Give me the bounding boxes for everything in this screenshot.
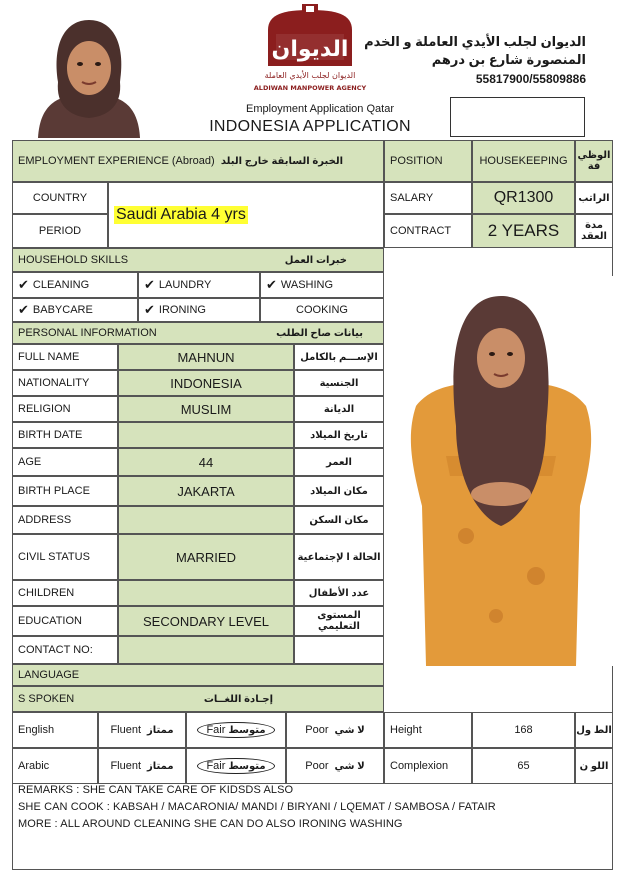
logo-subtitle-ar: الديوان لجلب الأيدي العاملة	[264, 71, 356, 80]
language-poor: Poor لا شي	[286, 748, 384, 784]
salary-label-ar: الراتب	[575, 182, 613, 214]
personal-value	[118, 636, 294, 664]
remarks-line-1: REMARKS : SHE CAN TAKE CARE OF KIDSDS ALSO	[18, 784, 294, 796]
languages-header-line2: S SPOKEN إجـادة اللغــات	[12, 686, 384, 712]
personal-value: MUSLIM	[118, 396, 294, 422]
check-icon: ✔	[144, 302, 155, 317]
personal-value: SECONDARY LEVEL	[118, 606, 294, 636]
agency-name: الديوان لجلب الأيدي العاملة و الخدم	[364, 34, 586, 49]
applicant-photo-full	[386, 276, 616, 666]
personal-label-ar: تاريخ الميلاد	[294, 422, 384, 448]
agency-logo	[253, 4, 367, 96]
personal-label-ar: العمر	[294, 448, 384, 476]
period-label: PERIOD	[12, 214, 108, 248]
personal-value: MARRIED	[118, 534, 294, 580]
agency-logo-icon	[253, 4, 367, 96]
language-name: Arabic	[12, 748, 98, 784]
skill-washing: ✔ WASHING	[260, 272, 384, 298]
language-fair	[186, 748, 286, 784]
contract-label-ar: مدة العقد	[575, 214, 613, 248]
personal-value: MAHNUN	[118, 344, 294, 370]
personal-label: AGE	[12, 448, 118, 476]
agency-address: المنصورة شارع بن درهم	[431, 52, 586, 67]
remarks-line-2: SHE CAN COOK : KABSAH / MACARONIA/ MANDI / BIRYANI / LQEMAT / SAMBOSA / FATAIR	[18, 801, 496, 813]
personal-label: CHILDREN	[12, 580, 118, 606]
salary-label: SALARY	[384, 182, 472, 214]
personal-label-ar: المستوى التعليمي	[294, 606, 384, 636]
personal-label-ar: الإســـم بالكامل	[294, 344, 384, 370]
check-icon: ✔	[144, 277, 155, 292]
skills-header: HOUSEHOLD SKILLS خبرات العمل	[12, 248, 384, 272]
personal-value	[118, 422, 294, 448]
height-value: 168	[472, 712, 575, 748]
position-label: POSITION	[384, 140, 472, 182]
skill-babycare: ✔ BABYCARE	[12, 298, 138, 322]
personal-label-ar: مكان السكن	[294, 506, 384, 534]
skill-ironing: ✔ IRONING	[138, 298, 260, 322]
experience-label: EMPLOYMENT EXPERIENCE (Abroad)	[18, 155, 215, 167]
skill-cleaning: ✔ CLEANING	[12, 272, 138, 298]
languages-header-line1: LANGUAGE	[12, 664, 384, 686]
remarks-line-3: MORE : ALL AROUND CLEANING SHE CAN DO ALSO IRONING WASHING	[18, 818, 403, 830]
position-value: HOUSEKEEPING	[472, 140, 575, 182]
skill-cooking: COOKING	[260, 298, 384, 322]
personal-value: JAKARTA	[118, 476, 294, 506]
personal-label: NATIONALITY	[12, 370, 118, 396]
experience-header	[12, 140, 384, 182]
check-icon: ✔	[18, 302, 29, 317]
check-icon: ✔	[266, 277, 277, 292]
personal-value	[118, 580, 294, 606]
personal-label: FULL NAME	[12, 344, 118, 370]
applicant-portrait-icon	[30, 12, 148, 138]
language-fair	[186, 712, 286, 748]
personal-label-ar: الجنسية	[294, 370, 384, 396]
experience-value: Saudi Arabia 4 yrs	[108, 182, 384, 248]
personal-label: EDUCATION	[12, 606, 118, 636]
personal-label-ar: عدد الأطفال	[294, 580, 384, 606]
personal-label: RELIGION	[12, 396, 118, 422]
applicant-full-body-icon	[386, 276, 616, 666]
language-fluent: Fluent ممتاز	[98, 712, 186, 748]
document-title: INDONESIA APPLICATION	[209, 118, 411, 135]
logo-subtitle-en: ALDIWAN MANPOWER AGENCY	[253, 84, 367, 92]
complexion-label: Complexion	[384, 748, 472, 784]
skill-laundry: ✔ LAUNDRY	[138, 272, 260, 298]
agency-phones: 55817900/55809886	[475, 72, 586, 86]
experience-label-ar: الخبرة السابقة خارج البلد	[220, 155, 343, 167]
personal-label-ar: الحالة ا لإجتماعية	[294, 534, 384, 580]
document-subtitle: Employment Application Qatar	[246, 103, 394, 115]
check-icon: ✔	[18, 277, 29, 292]
height-label-ar: الط ول	[575, 712, 613, 748]
personal-label-ar: مكان الميلاد	[294, 476, 384, 506]
personal-label-ar: الديانة	[294, 396, 384, 422]
applicant-photo-small	[30, 12, 148, 138]
complexion-label-ar: اللو ن	[575, 748, 613, 784]
country-label: COUNTRY	[12, 182, 108, 214]
personal-header: PERSONAL INFORMATION بيانات صاح الطلب	[12, 322, 384, 344]
selected-level-oval: Fair متوسط	[197, 722, 274, 738]
personal-label: CIVIL STATUS	[12, 534, 118, 580]
personal-label: ADDRESS	[12, 506, 118, 534]
personal-label: BIRTH PLACE	[12, 476, 118, 506]
contract-value: 2 YEARS	[472, 214, 575, 248]
personal-label-ar	[294, 636, 384, 664]
salary-value: QR1300	[472, 182, 575, 214]
selected-level-oval: Fair متوسط	[197, 758, 274, 774]
height-label: Height	[384, 712, 472, 748]
reference-box	[450, 97, 585, 137]
personal-value	[118, 506, 294, 534]
complexion-value: 65	[472, 748, 575, 784]
personal-value: 44	[118, 448, 294, 476]
language-fluent: Fluent ممتاز	[98, 748, 186, 784]
personal-value: INDONESIA	[118, 370, 294, 396]
logo-text: الديوان	[271, 37, 349, 62]
position-label-ar: الوظي فة	[575, 140, 613, 182]
personal-label: BIRTH DATE	[12, 422, 118, 448]
contract-label: CONTRACT	[384, 214, 472, 248]
language-poor: Poor لا شي	[286, 712, 384, 748]
personal-label: CONTACT NO:	[12, 636, 118, 664]
language-name: English	[12, 712, 98, 748]
